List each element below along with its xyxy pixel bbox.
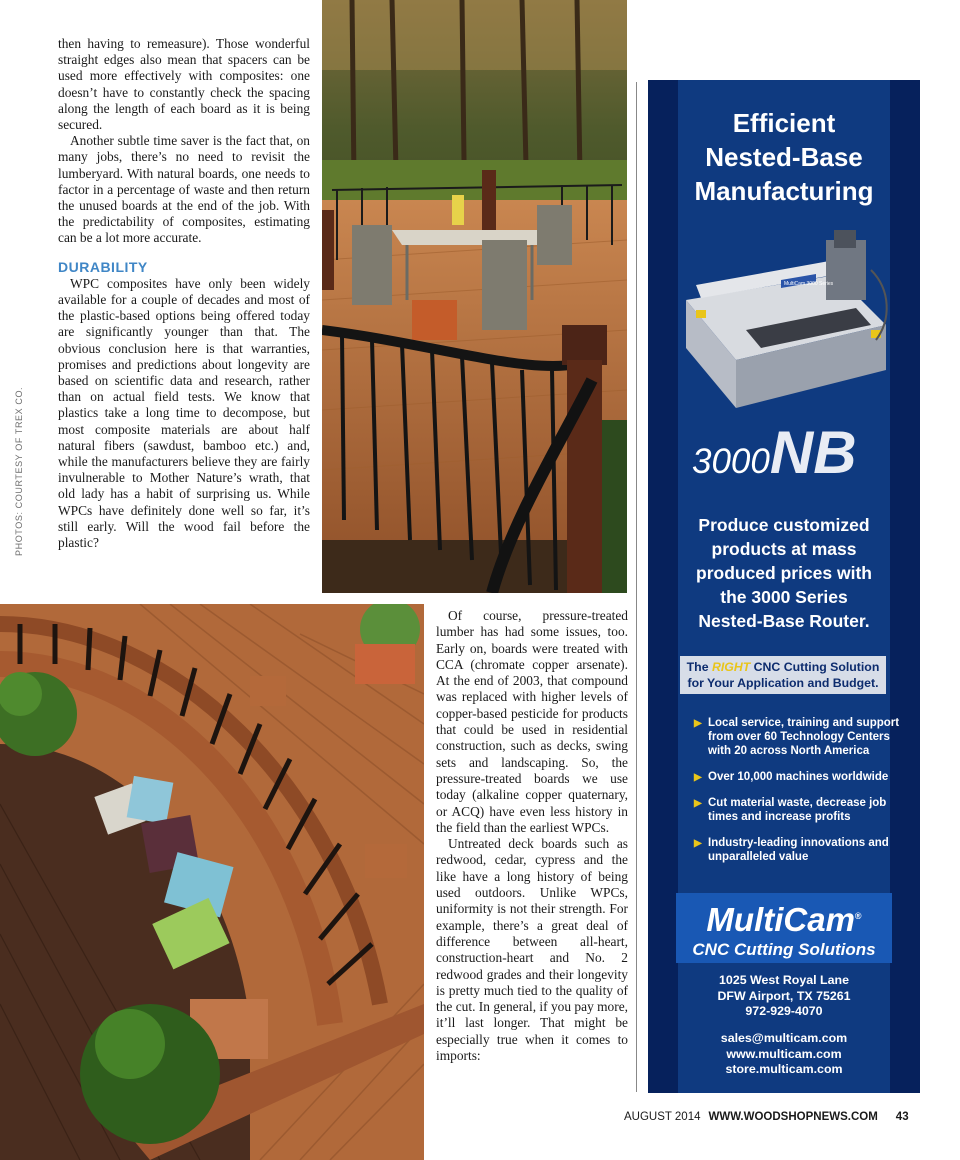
box-text: The	[686, 660, 709, 674]
machine-label: MultiCam 3000 Series	[784, 281, 834, 287]
ad-solution-box	[680, 656, 886, 694]
box-highlight: RIGHT	[711, 660, 751, 674]
store-link[interactable]: store.multicam.com	[725, 1062, 843, 1076]
box-text: for Your Application and Budget.	[687, 676, 879, 690]
ad-headline-line: Efficient	[732, 108, 836, 138]
brand-name: MultiCam	[706, 901, 855, 938]
article-column-2	[436, 608, 628, 1064]
bullet-text: Over 10,000 machines worldwide	[708, 771, 889, 783]
ad-body-line: the 3000 Series	[720, 587, 848, 607]
article-paragraph: WPC composites have only been widely available for a couple of decades and most of the plastic-based options being offered today are significantly younger than that. The obvious conclusion here is that warranties, promises and predictions about longevity are based on scientific data and research, rather than on actual field tests. We know that plastics take a long time to decompose, but most composite materials are about half natural fibers (sawdust, bamboo etc.) and, while the manufacturers believe they are fairly invulnerable to Mother Nature’s wrath, that old lady has a habit of surprising us. While WPCs have definitely done well so far, it’s still early. Will the wood fail before the plastic?	[58, 275, 310, 551]
ad-contact-links	[648, 1031, 920, 1078]
ad-address	[648, 973, 920, 1020]
page-number: 43	[895, 1111, 909, 1123]
photo-credit: PHOTOS: COURTESY OF TREX CO.	[14, 386, 24, 556]
ad-bullet	[694, 796, 904, 824]
arrow-right-icon: ▶	[694, 838, 702, 849]
ad-body-line: Produce customized	[698, 515, 870, 535]
address-line: 1025 West Royal Lane	[719, 973, 849, 987]
model-letters: NB	[769, 419, 857, 486]
model-number: 3000	[692, 442, 770, 481]
ad-body-line: Nested-Base Router.	[698, 611, 870, 631]
multicam-advertisement[interactable]	[648, 80, 920, 1093]
box-text: CNC Cutting Solution	[753, 660, 880, 674]
deck-photo-bottom	[0, 604, 424, 1160]
article-paragraph: Another subtle time saver is the fact that, on many jobs, there’s no need to revisit the lumberyard. With natural boards, one needs to factor in a percentage of waste and then return the unused boards at the end of the job. With the predictability of composites, estimating can be a lot more accurate.	[58, 133, 310, 246]
ad-body-line: produced prices with	[696, 563, 872, 583]
deck-photo-top	[322, 0, 627, 593]
footer-website[interactable]: WWW.WOODSHOPNEWS.COM	[708, 1111, 878, 1123]
bullet-text: Cut material waste, decrease job times and increase profits	[708, 797, 887, 823]
section-heading: DURABILITY	[58, 258, 148, 275]
multicam-logo	[676, 893, 892, 963]
ad-bullet-list	[694, 716, 904, 876]
arrow-right-icon: ▶	[694, 798, 702, 809]
ad-headline	[648, 106, 920, 208]
ad-bullet	[694, 836, 904, 864]
cnc-router-image	[676, 230, 896, 410]
page-footer	[624, 1111, 909, 1123]
article-paragraph: Of course, pressure-treated lumber has had some issues, too. Early on, boards were treated with CCA (chromate copper arsenate). At the end of 2003, that compound was replaced with higher levels of copper-based pesticide for products that could be used in residential construction, such as decks, swing sets and landscaping. So, the pressure-treated boards we use today (alkaline copper quaternary, or ACQ) have even less history in the field than the earliest WPCs.	[436, 608, 628, 835]
ad-bullet	[694, 770, 904, 784]
article-column-1	[58, 36, 310, 551]
arrow-right-icon: ▶	[694, 718, 702, 729]
issue-date: AUGUST 2014	[624, 1111, 701, 1123]
ad-body-text	[648, 513, 920, 633]
bullet-text: Industry-leading innovations and unparalleled value	[708, 837, 889, 863]
address-line: DFW Airport, TX 75261	[717, 988, 851, 1003]
ad-headline-line: Manufacturing	[694, 176, 874, 206]
ad-body-line: products at mass	[711, 539, 857, 559]
ad-bullet	[694, 716, 904, 758]
email-link[interactable]: sales@multicam.com	[720, 1031, 848, 1045]
ad-model-number	[692, 418, 857, 487]
brand-tagline: CNC Cutting Solutions	[692, 940, 876, 959]
article-paragraph: Untreated deck boards such as redwood, cedar, cypress and the like have a long history of being used outdoors. Unlike WPCs, uniformity is not their strength. For example, there’s a great deal of difference between all-heart, construction-heart and No. 2 redwood grades and their longevity is pretty much tied to the quality of the cut. In general, if you pay more, it’ll last longer. That might be especially true when it comes to imports:	[436, 836, 628, 1064]
ad-headline-line: Nested-Base	[705, 142, 863, 172]
bullet-text: Local service, training and support from over 60 Technology Centers with 20 across North America	[708, 717, 900, 757]
website-link[interactable]: www.multicam.com	[726, 1046, 842, 1061]
phone-number: 972-929-4070	[745, 1004, 823, 1018]
article-paragraph: then having to remeasure). Those wonderful straight edges also mean that spacers can be used more effectively with composites: one doesn’t have to constantly check the spacing along the length of each board as it is being secured.	[58, 36, 310, 133]
arrow-right-icon: ▶	[694, 772, 702, 783]
registered-mark: ®	[854, 911, 862, 921]
column-divider	[636, 82, 637, 1092]
